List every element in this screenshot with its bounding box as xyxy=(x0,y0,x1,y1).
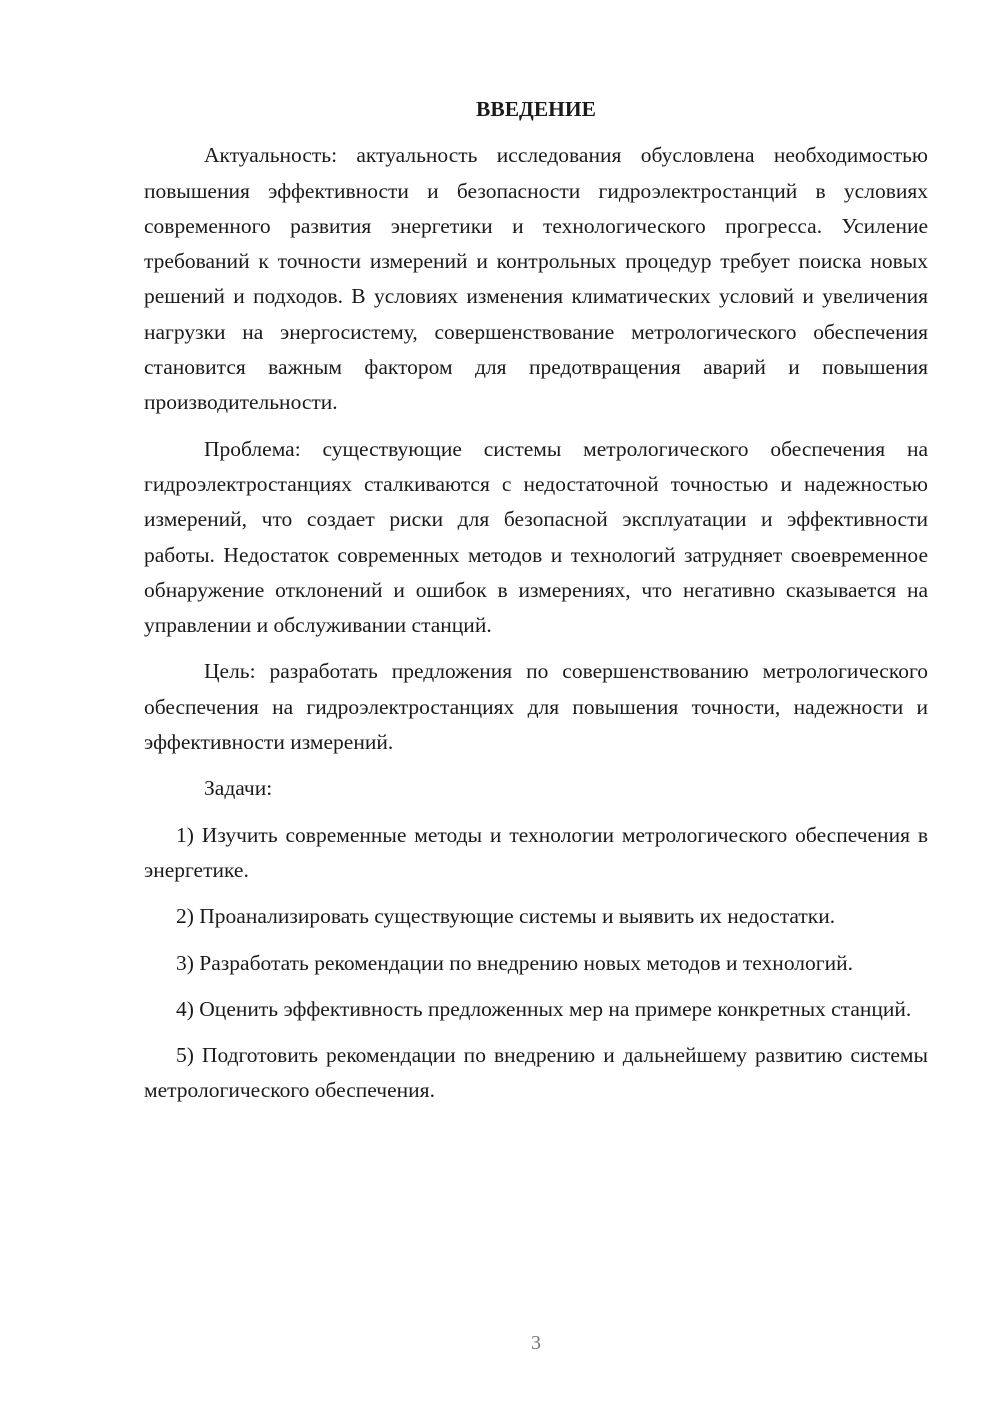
page-number: 3 xyxy=(531,1332,541,1354)
page-content xyxy=(144,92,928,1120)
task-item-4: 4) Оценить эффективность предложенных мер на примере конкретных станций. xyxy=(176,996,912,1021)
relevance-paragraph: Актуальность: актуальность исследования обусловлена необходимостью повышения эффективности и безопасности гидроэлектростанций в условиях современного развития энергетики и технологического прогресса. Усиление требований к точности измерений и контрольных процедур требует поиска новых решений и подходов. В условиях изменения климатических условий и увеличения нагрузки на энергосистему, совершенствование метрологического обеспечения становится важным фактором для предотвращения аварий и повышения производительности. xyxy=(144,143,928,415)
task-item-1: 1) Изучить современные методы и технологии метрологического обеспечения в энергетике. xyxy=(144,822,928,882)
task-item-2: 2) Проанализировать существующие системы и выявить их недостатки. xyxy=(176,904,836,929)
tasks-label: Задачи: xyxy=(204,776,273,801)
goal-paragraph: Цель: разработать предложения по совершенствованию метрологического обеспечения на гидроэлектростанциях для повышения точности, надежности и эффективности измерений. xyxy=(144,659,928,755)
section-heading: ВВЕДЕНИЕ xyxy=(476,97,596,121)
problem-paragraph: Проблема: существующие системы метрологического обеспечения на гидроэлектростанциях сталкиваются с недостаточной точностью и надежностью измерений, что создает риски для безопасной эксплуатации и эффективности работы. Недостаток современных методов и технологий затрудняет своевременное обнаружение отклонений и ошибок в измерениях, что негативно сказывается на управлении и обслуживании станций. xyxy=(144,436,928,638)
task-item-3: 3) Разработать рекомендации по внедрению новых методов и технологий. xyxy=(176,950,853,975)
task-item-5: 5) Подготовить рекомендации по внедрению и дальнейшему развитию системы метрологического обеспечения. xyxy=(144,1043,928,1103)
